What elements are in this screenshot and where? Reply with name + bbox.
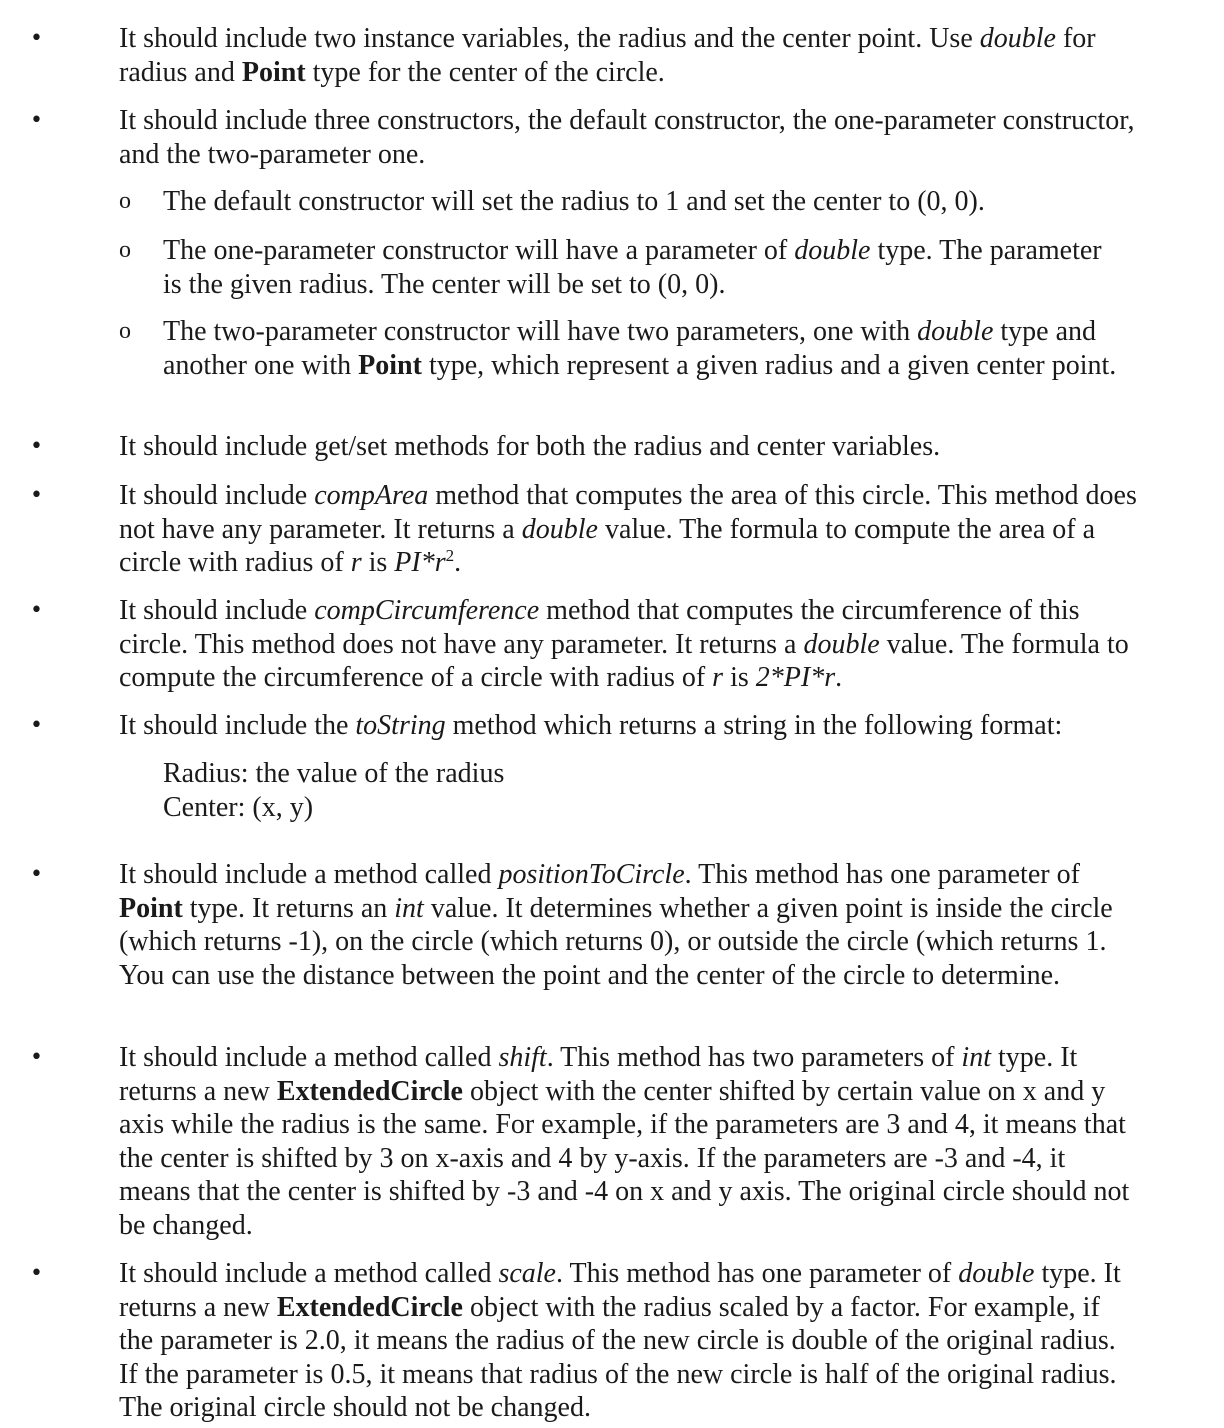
bullet-text: It should include two instance variables, the radius and the center point. Use double for radius and Point type for the center of the circle. [119, 23, 1096, 88]
bullet-text: It should include compCircumference method that computes the circumference of this circle. This method does not have any parameter. It returns a double value. The formula to compute the circumference of a circle with radius of r is 2*PI*r. [119, 595, 1129, 693]
bullet-marker: • [30, 713, 43, 738]
bullet-marker: • [30, 434, 43, 459]
format-line-radius: Radius: the value of the radius [163, 758, 505, 789]
bullet-text: It should include the toString method which returns a string in the following format: [119, 710, 1063, 741]
sub-bullet-text: The default constructor will set the radius to 1 and set the center to (0, 0). [163, 186, 985, 217]
bullet-marker: • [30, 108, 43, 133]
sub-bullet-text: The one-parameter constructor will have a parameter of double type. The parameter is the given radius. The center will be set to (0, 0). [163, 235, 1102, 300]
bullet-text: It should include compArea method that computes the area of this circle. This method does not have any parameter. It returns a double value. The formula to compute the area of a circle with radius of r is $PI*r^2$. [119, 480, 1137, 578]
bullet-text: It should include three constructors, the default constructor, the one-parameter constructor, and the two-parameter one. [119, 105, 1135, 170]
bullet-marker: • [30, 862, 43, 887]
bullet-text: It should include a method called positionToCircle. This method has one parameter of Point type. It returns an int value. It determines whether a given point is inside the circle (which returns -1), on the circle (which returns 0), or outside the circle (which returns 1. You can use the distance between the point and the center of the circle to determine. [119, 859, 1113, 991]
bullet-marker: • [30, 598, 43, 623]
bullet-text: It should include get/set methods for both the radius and center variables. [119, 431, 941, 462]
bullet-marker: • [30, 1261, 43, 1286]
sub-bullet-text: The two-parameter constructor will have two parameters, one with double type and another one with Point type, which represent a given radius and a given center point. [163, 316, 1117, 381]
format-line-center: Center: (x, y) [163, 792, 314, 823]
sub-bullet-marker: o [119, 188, 131, 214]
sub-bullet-marker: o [119, 237, 131, 263]
sub-bullet-marker: o [119, 318, 131, 344]
bullet-marker: • [30, 26, 43, 51]
bullet-marker: • [30, 483, 43, 508]
bullet-marker: • [30, 1045, 43, 1070]
bullet-text: It should include a method called scale. This method has one parameter of double type. It returns a new ExtendedCircle object with the radius scaled by a factor. For example, if the parameter is 2.0, it means the radius of the new circle is double of the original radius. If the parameter is 0.5, it means that radius of the new circle is half of the original radius. The original circle should not be changed. [119, 1258, 1121, 1423]
bullet-text: It should include a method called shift. This method has two parameters of int type. It returns a new ExtendedCircle object with the center shifted by certain value on x and y axis while the radius is the same. For example, if the parameters are 3 and 4, it means that the center is shifted by 3 on x-axis and 4 by y-axis. If the parameters are -3 and -4, it means that the center is shifted by -3 and -4 on x and y axis. The original circle should not be changed. [119, 1042, 1130, 1241]
